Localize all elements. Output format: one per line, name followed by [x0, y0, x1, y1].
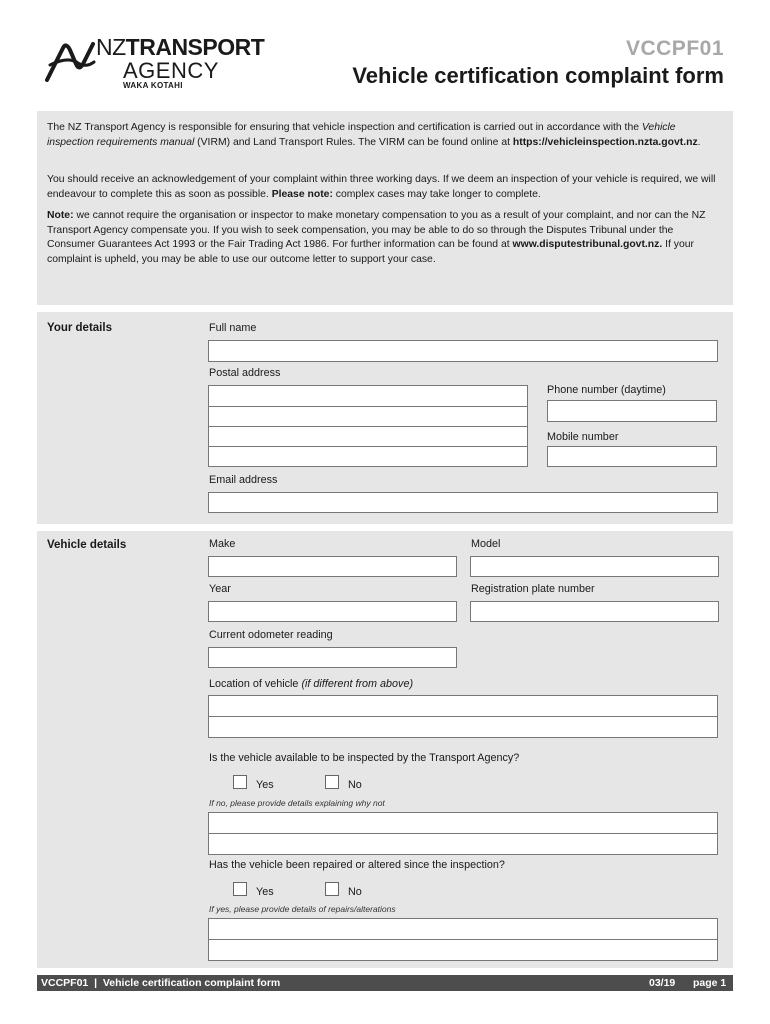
nzta-logo-icon — [44, 38, 96, 84]
vehicle-details-section — [37, 531, 733, 968]
your-details-heading: Your details — [47, 322, 112, 334]
repaired-yes-checkbox[interactable] — [233, 882, 247, 896]
make-field[interactable] — [208, 556, 457, 577]
postal-address-line-2[interactable] — [208, 406, 528, 427]
repaired-no-label: No — [348, 886, 362, 898]
virm-link[interactable]: https://vehicleinspection.nzta.govt.nz — [512, 136, 698, 148]
available-details-line-2[interactable] — [208, 833, 718, 855]
postal-address-line-3[interactable] — [208, 426, 528, 447]
registration-label: Registration plate number — [471, 583, 595, 595]
available-yes-label: Yes — [256, 779, 274, 791]
mobile-field[interactable] — [547, 446, 717, 467]
repaired-details-line-2[interactable] — [208, 939, 718, 961]
repaired-question: Has the vehicle been repaired or altered since the inspection? — [209, 859, 505, 871]
please-note-label: Please note: — [271, 188, 333, 200]
location-label-text: Location of vehicle — [209, 678, 299, 690]
location-line-1[interactable] — [208, 695, 718, 717]
model-label: Model — [471, 538, 501, 550]
location-hint: (if different from above) — [301, 678, 414, 690]
intro-p3-text: we cannot require the organisation or inspector to make monetary compensation to you as a result of your complaint, and nor can the NZ Transport Agency compensate you. If you wish to seek compensation, you may be able to do so through the Disputes Tribunal under the Consumer Guarantees Act 1993 or the Fair Trading Act 1986. For further information can be found at — [47, 210, 706, 250]
intro-paragraph-3 — [47, 209, 723, 267]
year-label: Year — [209, 583, 231, 595]
logo-nz: NZ — [96, 34, 126, 60]
full-name-field[interactable] — [208, 340, 718, 362]
location-label — [209, 678, 413, 690]
year-field[interactable] — [208, 601, 457, 622]
note-label: Note: — [47, 210, 74, 221]
logo-wordmark — [96, 34, 264, 61]
model-field[interactable] — [470, 556, 719, 577]
postal-address-line-4[interactable] — [208, 446, 528, 467]
available-no-checkbox[interactable] — [325, 775, 339, 789]
footer-date: 03/19 — [649, 977, 676, 989]
intro-p1-end: . — [697, 136, 701, 148]
logo-agency: AGENCY — [123, 58, 219, 83]
available-question: Is the vehicle available to be inspected by the Transport Agency? — [209, 752, 520, 764]
odometer-field[interactable] — [208, 647, 457, 668]
logo-waka-kotahi: WAKA KOTAHI — [123, 81, 183, 90]
intro-paragraph-1 — [47, 121, 723, 150]
phone-daytime-label: Phone number (daytime) — [547, 384, 666, 396]
form-code: VCCPF01 — [625, 37, 724, 60]
intro-p2-text: You should receive an acknowledgement of your complaint within three working days. If we deem an inspection of your vehicle is required, we will endeavour to complete this as soon as possible. — [47, 174, 716, 200]
registration-field[interactable] — [470, 601, 719, 622]
make-label: Make — [209, 538, 236, 550]
email-field[interactable] — [208, 492, 718, 513]
full-name-label: Full name — [209, 322, 257, 334]
vehicle-details-heading: Vehicle details — [47, 539, 127, 551]
intro-panel — [37, 111, 733, 305]
repaired-yes-hint: If yes, please provide details of repairs/alterations — [209, 904, 396, 914]
intro-p1-text-2: (VIRM) and Land Transport Rules. The VIRM can be found online at — [194, 136, 513, 148]
footer-form-name: VCCPF01 | Vehicle certification complaint form — [41, 977, 281, 989]
location-line-2[interactable] — [208, 716, 718, 738]
mobile-label: Mobile number — [547, 431, 619, 443]
postal-address-label: Postal address — [209, 367, 281, 379]
repaired-no-checkbox[interactable] — [325, 882, 339, 896]
available-no-hint: If no, please provide details explaining why not — [209, 798, 385, 808]
page-footer — [37, 975, 733, 991]
postal-address-line-1[interactable] — [208, 385, 528, 407]
intro-p3-text-2: If your complaint is upheld, you may be able to use our outcome letter to support your case. — [47, 239, 695, 265]
available-no-label: No — [348, 779, 362, 791]
disputes-tribunal-link[interactable]: www.disputestribunal.govt.nz. — [512, 239, 663, 250]
odometer-label: Current odometer reading — [209, 629, 333, 641]
footer-page-number: page 1 — [693, 977, 727, 989]
intro-p1-text: The NZ Transport Agency is responsible for ensuring that vehicle inspection and certification is carried out in accordance with the — [47, 122, 642, 133]
email-label: Email address — [209, 474, 278, 486]
available-details-line-1[interactable] — [208, 812, 718, 834]
phone-daytime-field[interactable] — [547, 400, 717, 422]
logo-transport: TRANSPORT — [125, 34, 265, 60]
available-yes-checkbox[interactable] — [233, 775, 247, 789]
virm-title: Vehicle inspection requirements manual — [47, 122, 676, 148]
repaired-yes-label: Yes — [256, 886, 274, 898]
repaired-details-line-1[interactable] — [208, 918, 718, 940]
intro-paragraph-2 — [47, 173, 723, 202]
page-title: Vehicle certification complaint form — [352, 63, 724, 88]
intro-p2-text-2: complex cases may take longer to complete. — [332, 188, 541, 200]
